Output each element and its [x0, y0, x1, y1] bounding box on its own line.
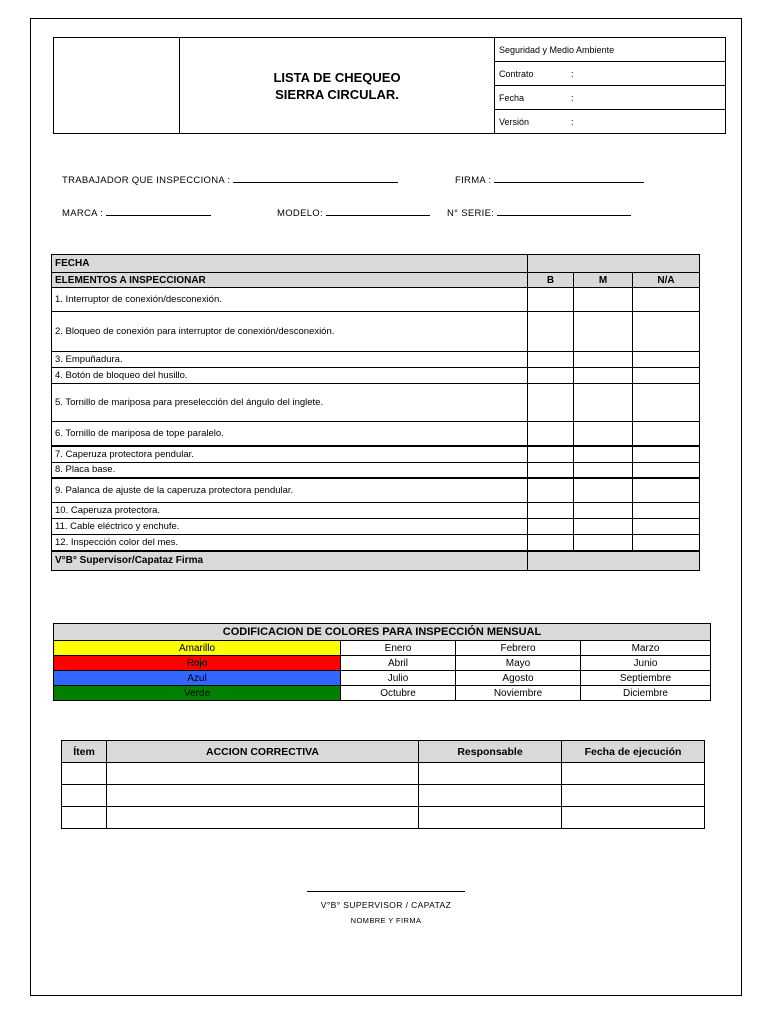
marca-field[interactable]	[106, 205, 211, 216]
check-b[interactable]	[528, 384, 574, 422]
cell[interactable]	[107, 807, 419, 829]
cell[interactable]	[419, 785, 562, 807]
inspection-checklist	[51, 254, 700, 571]
item-label: 2. Bloqueo de conexión para interruptor de conexión/desconexión.	[52, 312, 528, 352]
month-cell: Septiembre	[581, 671, 711, 686]
col-responsable-header: Responsable	[419, 741, 562, 763]
cell[interactable]	[562, 763, 705, 785]
month-cell: Febrero	[456, 641, 581, 656]
month-cell: Marzo	[581, 641, 711, 656]
check-b[interactable]	[528, 535, 574, 551]
check-m[interactable]	[574, 312, 633, 352]
serie-label: N° SERIE:	[447, 208, 495, 219]
color-coding-title: CODIFICACION DE COLORES PARA INSPECCIÓN MENSUAL	[54, 624, 711, 641]
col-na-header: N/A	[633, 273, 700, 288]
modelo-field[interactable]	[326, 205, 430, 216]
table-row	[52, 503, 700, 519]
check-m[interactable]	[574, 535, 633, 551]
cell[interactable]	[562, 785, 705, 807]
firma-line	[455, 172, 644, 186]
color-swatch-azul: Azul	[54, 671, 341, 686]
table-row	[54, 656, 711, 671]
check-na[interactable]	[633, 384, 700, 422]
check-b[interactable]	[528, 463, 574, 478]
col-b-header: B	[528, 273, 574, 288]
table-row	[52, 312, 700, 352]
item-label: 4. Botón de bloqueo del husillo.	[52, 368, 528, 384]
cell[interactable]	[107, 763, 419, 785]
table-row	[52, 368, 700, 384]
meta-label: Versión	[499, 116, 530, 127]
month-cell: Diciembre	[581, 686, 711, 701]
check-b[interactable]	[528, 422, 574, 446]
item-label: 3. Empuñadura.	[52, 352, 528, 368]
check-b[interactable]	[528, 352, 574, 368]
item-label: 5. Tornillo de mariposa para preselección del ángulo del inglete.	[52, 384, 528, 422]
document-title	[180, 38, 495, 134]
color-swatch-rojo: Rojo	[54, 656, 341, 671]
fecha-header: FECHA	[52, 255, 528, 273]
month-cell: Junio	[581, 656, 711, 671]
table-row	[52, 384, 700, 422]
table-row	[62, 763, 705, 785]
trabajador-line	[62, 172, 398, 186]
meta-contrato	[495, 62, 726, 86]
marca-line	[62, 205, 211, 219]
check-m[interactable]	[574, 352, 633, 368]
table-row	[52, 463, 700, 478]
check-na[interactable]	[633, 312, 700, 352]
table-row	[62, 807, 705, 829]
check-b[interactable]	[528, 368, 574, 384]
check-b[interactable]	[528, 446, 574, 463]
month-cell: Octubre	[341, 686, 456, 701]
check-na[interactable]	[633, 519, 700, 535]
check-na[interactable]	[633, 446, 700, 463]
month-cell: Abril	[341, 656, 456, 671]
table-row	[52, 288, 700, 312]
check-b[interactable]	[528, 503, 574, 519]
meta-colon: :	[571, 116, 574, 127]
cell[interactable]	[62, 785, 107, 807]
table-row	[54, 686, 711, 701]
item-label: 9. Palanca de ajuste de la caperuza protectora pendular.	[52, 478, 528, 503]
col-fecha-header: Fecha de ejecución	[562, 741, 705, 763]
meta-area	[495, 38, 726, 62]
item-label: 8. Placa base.	[52, 463, 528, 478]
color-swatch-verde: Verde	[54, 686, 341, 701]
meta-colon: :	[571, 92, 574, 103]
check-na[interactable]	[633, 503, 700, 519]
color-swatch-amarillo: Amarillo	[54, 641, 341, 656]
table-row	[52, 519, 700, 535]
check-m[interactable]	[574, 422, 633, 446]
check-b[interactable]	[528, 312, 574, 352]
logo-cell	[54, 38, 180, 134]
check-b[interactable]	[528, 519, 574, 535]
month-cell: Julio	[341, 671, 456, 686]
month-cell: Agosto	[456, 671, 581, 686]
item-label: 10. Caperuza protectora.	[52, 503, 528, 519]
table-row	[54, 641, 711, 656]
month-cell: Enero	[341, 641, 456, 656]
title-line-1: LISTA DE CHEQUEO	[273, 69, 401, 85]
cell[interactable]	[62, 807, 107, 829]
item-label: 1. Interruptor de conexión/desconexión.	[52, 288, 528, 312]
firma-field[interactable]	[494, 172, 644, 183]
cell[interactable]	[107, 785, 419, 807]
month-cell: Noviembre	[456, 686, 581, 701]
check-na[interactable]	[633, 288, 700, 312]
check-b[interactable]	[528, 478, 574, 503]
meta-label: Fecha	[499, 92, 525, 103]
check-m[interactable]	[574, 384, 633, 422]
cell[interactable]	[62, 763, 107, 785]
supervisor-footer: V°B° Supervisor/Capataz Firma	[52, 551, 528, 571]
meta-label: Seguridad y Medio Ambiente	[499, 44, 615, 55]
check-na[interactable]	[633, 478, 700, 503]
table-row	[52, 422, 700, 446]
check-na[interactable]	[633, 463, 700, 478]
serie-line	[447, 205, 631, 219]
supervisor-signature-cell[interactable]	[528, 551, 700, 571]
document-header	[53, 37, 726, 134]
color-coding-table	[53, 623, 711, 701]
modelo-label: MODELO:	[277, 208, 323, 219]
table-row	[62, 785, 705, 807]
item-label: 11. Cable eléctrico y enchufe.	[52, 519, 528, 535]
meta-label: Contrato	[499, 68, 534, 79]
firma-label: FIRMA :	[455, 175, 492, 186]
table-row	[52, 478, 700, 503]
item-label: 6. Tornillo de mariposa de tope paralelo.	[52, 422, 528, 446]
corrective-actions-table	[61, 740, 705, 829]
check-m[interactable]	[574, 519, 633, 535]
cell[interactable]	[419, 763, 562, 785]
table-row	[54, 671, 711, 686]
check-m[interactable]	[574, 368, 633, 384]
item-label: 7. Caperuza protectora pendular.	[52, 446, 528, 463]
col-m-header: M	[574, 273, 633, 288]
check-m[interactable]	[574, 446, 633, 463]
table-row	[52, 535, 700, 551]
trabajador-label: TRABAJADOR QUE INSPECCIONA :	[62, 175, 231, 186]
check-m[interactable]	[574, 478, 633, 503]
title-line-2: SIERRA CIRCULAR.	[275, 86, 399, 102]
cell[interactable]	[419, 807, 562, 829]
marca-label: MARCA :	[62, 208, 104, 219]
check-na[interactable]	[633, 368, 700, 384]
table-row	[52, 446, 700, 463]
check-na[interactable]	[633, 422, 700, 446]
elementos-header: ELEMENTOS A INSPECCIONAR	[52, 273, 528, 288]
month-cell: Mayo	[456, 656, 581, 671]
fecha-value-cell[interactable]	[528, 255, 700, 273]
meta-colon: :	[571, 68, 574, 79]
item-label: 12. Inspección color del mes.	[52, 535, 528, 551]
meta-fecha	[495, 86, 726, 110]
check-na[interactable]	[633, 352, 700, 368]
serie-field[interactable]	[497, 205, 631, 216]
meta-version	[495, 110, 726, 134]
signature-title: V°B° SUPERVISOR / CAPATAZ	[320, 900, 452, 910]
check-na[interactable]	[633, 535, 700, 551]
modelo-line	[277, 205, 430, 219]
signature-subtitle: NOMBRE Y FIRMA	[350, 916, 422, 925]
check-m[interactable]	[574, 463, 633, 478]
check-b[interactable]	[528, 288, 574, 312]
supervisor-signature	[307, 891, 465, 925]
check-m[interactable]	[574, 503, 633, 519]
trabajador-field[interactable]	[233, 172, 398, 183]
col-accion-header: ACCION CORRECTIVA	[107, 741, 419, 763]
table-row	[52, 352, 700, 368]
cell[interactable]	[562, 807, 705, 829]
col-item-header: Ítem	[62, 741, 107, 763]
check-m[interactable]	[574, 288, 633, 312]
